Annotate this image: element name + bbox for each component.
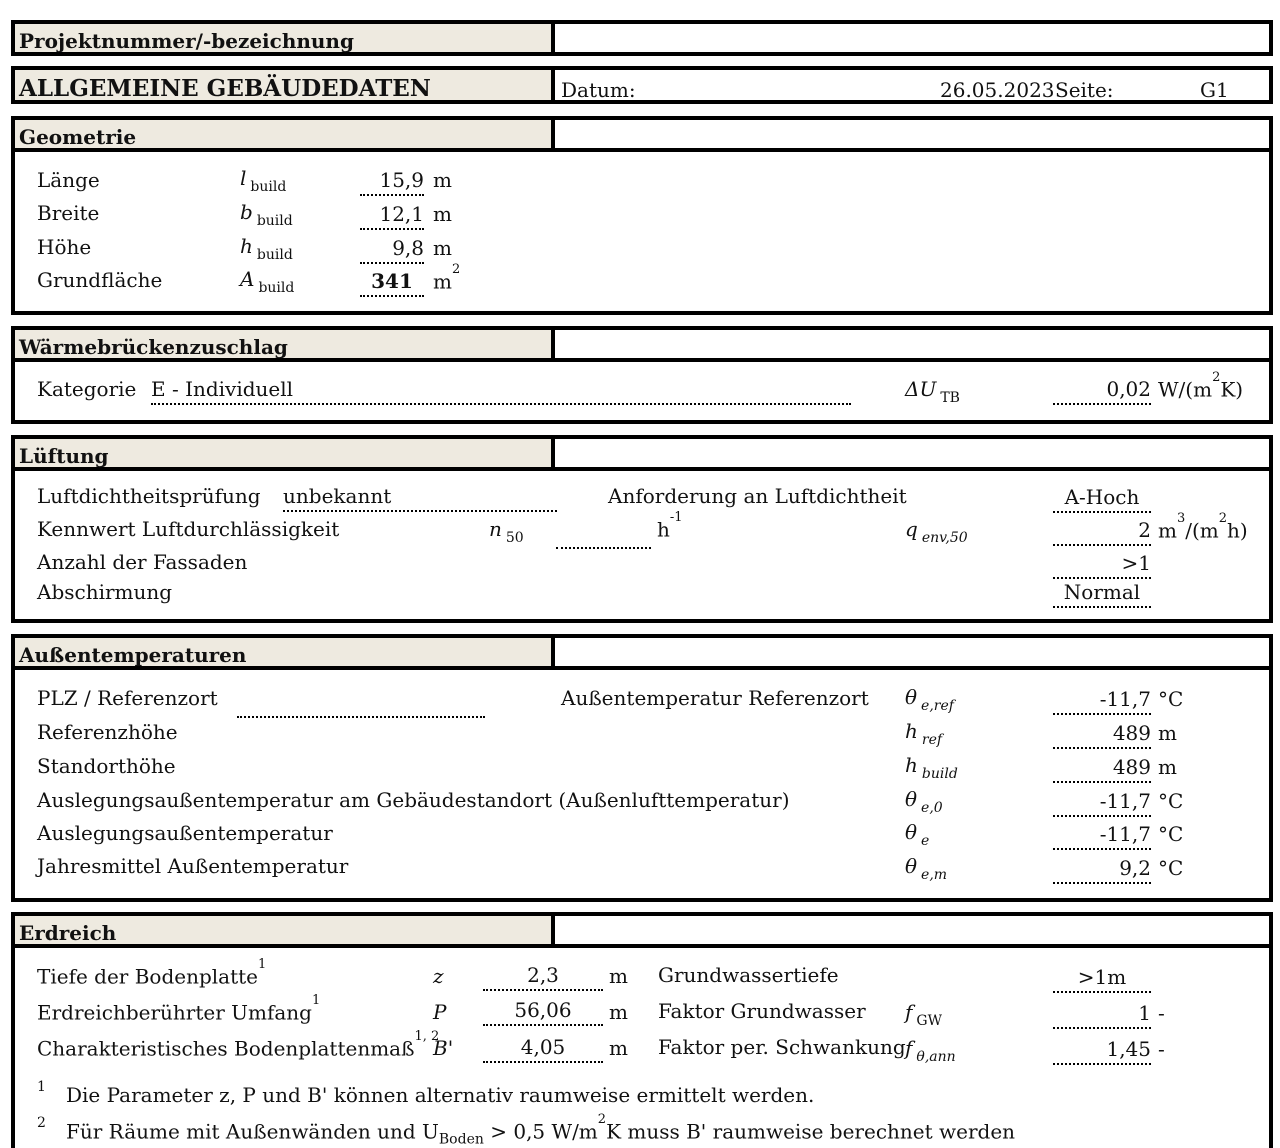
breite-value[interactable]: 12,1 [360,204,424,230]
date-value: 26.05.2023 [940,78,1055,102]
theta-eref-value[interactable]: -11,7 [1053,689,1151,715]
delta-u-symbol: ΔU $_{TB}$ [905,377,960,406]
h-build-unit: m [1158,755,1177,779]
f-gw-unit: - [1158,1001,1165,1025]
q-env-value[interactable]: 2 [1053,520,1151,546]
umfang-label: Erdreichberührter Umfang$^1$ [37,993,321,1025]
z-symbol: z [433,964,444,988]
aussentemp-section [11,670,1273,902]
b-prime-symbol: B' [433,1036,454,1060]
b-prime-unit: m [609,1036,628,1060]
f-theta-ann-symbol: f $_{\theta,ann}$ [905,1036,956,1065]
h-ref-unit: m [1158,721,1177,745]
geometrie-header [11,116,1273,152]
page-title: ALLGEMEINE GEBÄUDEDATEN [15,70,555,100]
theta-e0-symbol: θ $_{e,0}$ [905,787,943,816]
breite-symbol: b $_{build}$ [240,200,293,229]
theta-e-value[interactable]: -11,7 [1053,824,1151,850]
date-label: Datum: [561,78,636,102]
theta-e-unit: °C [1158,822,1184,846]
b-prime-value[interactable]: 4,05 [483,1037,603,1063]
theta-e-symbol: θ $_e$ [905,820,930,849]
abschirmung-label: Abschirmung [37,580,173,604]
hoehe-symbol: h $_{build}$ [240,234,293,263]
theta-eref-symbol: θ $_{e,ref}$ [905,685,954,714]
grundwassertiefe-label: Grundwassertiefe [658,963,839,987]
q-env-unit: $m^3/(m^2h)$ [1158,511,1248,543]
grundwassertiefe-select[interactable]: >1m [1053,967,1151,993]
lueftung-heading: Lüftung [19,444,109,468]
delta-u-value[interactable]: 0,02 [1053,379,1151,405]
waermebruecken-section [11,362,1273,424]
delta-u-unit: $W/(m^2K)$ [1158,370,1244,402]
n50-symbol: n $_{50}$ [489,517,524,546]
f-theta-ann-value[interactable]: 1,45 [1053,1039,1151,1065]
faktor-schwankung-label: Faktor per. Schwankung [658,1035,906,1059]
fassaden-select[interactable]: >1 [1053,553,1151,579]
hoehe-label: Höhe [37,235,92,259]
footnote-1-number: 1 [37,1079,46,1095]
kategorie-label: Kategorie [37,377,137,401]
z-value[interactable]: 2,3 [483,965,603,991]
laenge-unit: m [433,168,452,192]
footnote-1: Die Parameter z, P und B' können alternativ raumweise ermittelt werden. [66,1083,815,1107]
theta-e0-value[interactable]: -11,7 [1053,791,1151,817]
breite-unit: m [433,202,452,226]
f-gw-value[interactable]: 1 [1053,1003,1151,1029]
lueftung-header [11,435,1273,471]
hoehe-unit: m [433,236,452,260]
theta-e0-unit: °C [1158,789,1184,813]
waermebruecken-heading: Wärmebrückenzuschlag [19,335,288,359]
h-ref-value[interactable]: 489 [1053,723,1151,749]
aussentemp-heading: Außentemperaturen [19,643,247,667]
laenge-value[interactable]: 15,9 [360,170,424,196]
h-build-value[interactable]: 489 [1053,757,1151,783]
pruefung-label: Luftdichtheitsprüfung [37,484,261,508]
pruefung-select[interactable]: unbekannt [283,486,557,512]
jahresmittel-label: Jahresmittel Außentemperatur [37,854,349,878]
plz-label: PLZ / Referenzort [37,686,218,710]
laenge-symbol: l $_{build}$ [240,166,287,195]
f-theta-ann-unit: - [1158,1037,1165,1061]
bodenplattenmass-label: Charakteristisches Bodenplattenmaß$^{1, 2}$ [37,1029,440,1061]
theta-eref-unit: °C [1158,687,1184,711]
h-build-symbol: h $_{build}$ [905,753,958,782]
p-symbol: P [433,1000,447,1024]
hoehe-value[interactable]: 9,8 [360,238,424,264]
p-unit: m [609,1000,628,1024]
ref-label: Außentemperatur Referenzort [561,686,869,710]
kategorie-select[interactable]: E - Individuell [151,379,851,405]
f-gw-symbol: f $_{GW}$ [905,1000,942,1029]
abschirmung-select[interactable]: Normal [1053,582,1151,608]
theta-em-value[interactable]: 9,2 [1053,858,1151,884]
page-label: Seite: [1055,78,1114,102]
p-value[interactable]: 56,06 [483,1000,603,1026]
project-label: Projektnummer/-bezeichnung [15,24,555,52]
standorthoehe-label: Standorthöhe [37,754,176,778]
title-bar [11,66,1273,104]
z-unit: m [609,964,628,988]
kennwert-label: Kennwert Luftdurchlässigkeit [37,517,340,541]
footnote-2: Für Räume mit Außenwänden und $U_{Boden} > 0,5$ $W/m^2K$ muss B' raumweise berechnet werden [66,1112,1016,1148]
page-value: G1 [1200,78,1229,102]
laenge-label: Länge [37,168,100,192]
aussentemp-header [11,634,1273,670]
n50-value[interactable] [556,525,651,549]
lueftung-section [11,471,1273,623]
footnote-2-number: 2 [37,1115,46,1131]
h-ref-symbol: h $_{ref}$ [905,719,943,748]
erdreich-header [11,912,1273,948]
geometrie-heading: Geometrie [19,125,137,149]
fassaden-label: Anzahl der Fassaden [37,550,248,574]
grundflaeche-symbol: A $_{build}$ [240,267,295,296]
tiefe-label: Tiefe der Bodenplatte$^1$ [37,957,267,989]
erdreich-section [11,948,1273,1148]
breite-label: Breite [37,201,100,225]
grundflaeche-unit: $m^2$ [433,262,461,294]
auslegung-label: Auslegungsaußentemperatur [37,821,333,845]
theta-em-symbol: θ $_{e,m}$ [905,854,948,883]
grundflaeche-label: Grundfläche [37,268,163,292]
waermebruecken-header [11,326,1273,362]
grundflaeche-value: 341 [360,271,424,297]
geometrie-section [11,152,1273,315]
project-header [11,20,1273,56]
erdreich-heading: Erdreich [19,921,117,945]
anforderung-label: Anforderung an Luftdichtheit [608,484,907,508]
q-env-symbol: q $_{env,50}$ [905,517,968,546]
plz-input[interactable] [237,694,485,718]
n50-unit: $h^{-1}$ [657,510,683,542]
referenzhoehe-label: Referenzhöhe [37,720,178,744]
anforderung-select[interactable]: A-Hoch [1053,487,1151,513]
faktor-gw-label: Faktor Grundwasser [658,999,866,1023]
auslegung-standort-label: Auslegungsaußentemperatur am Gebäudestandort (Außenlufttemperatur) [37,788,790,812]
theta-em-unit: °C [1158,856,1184,880]
